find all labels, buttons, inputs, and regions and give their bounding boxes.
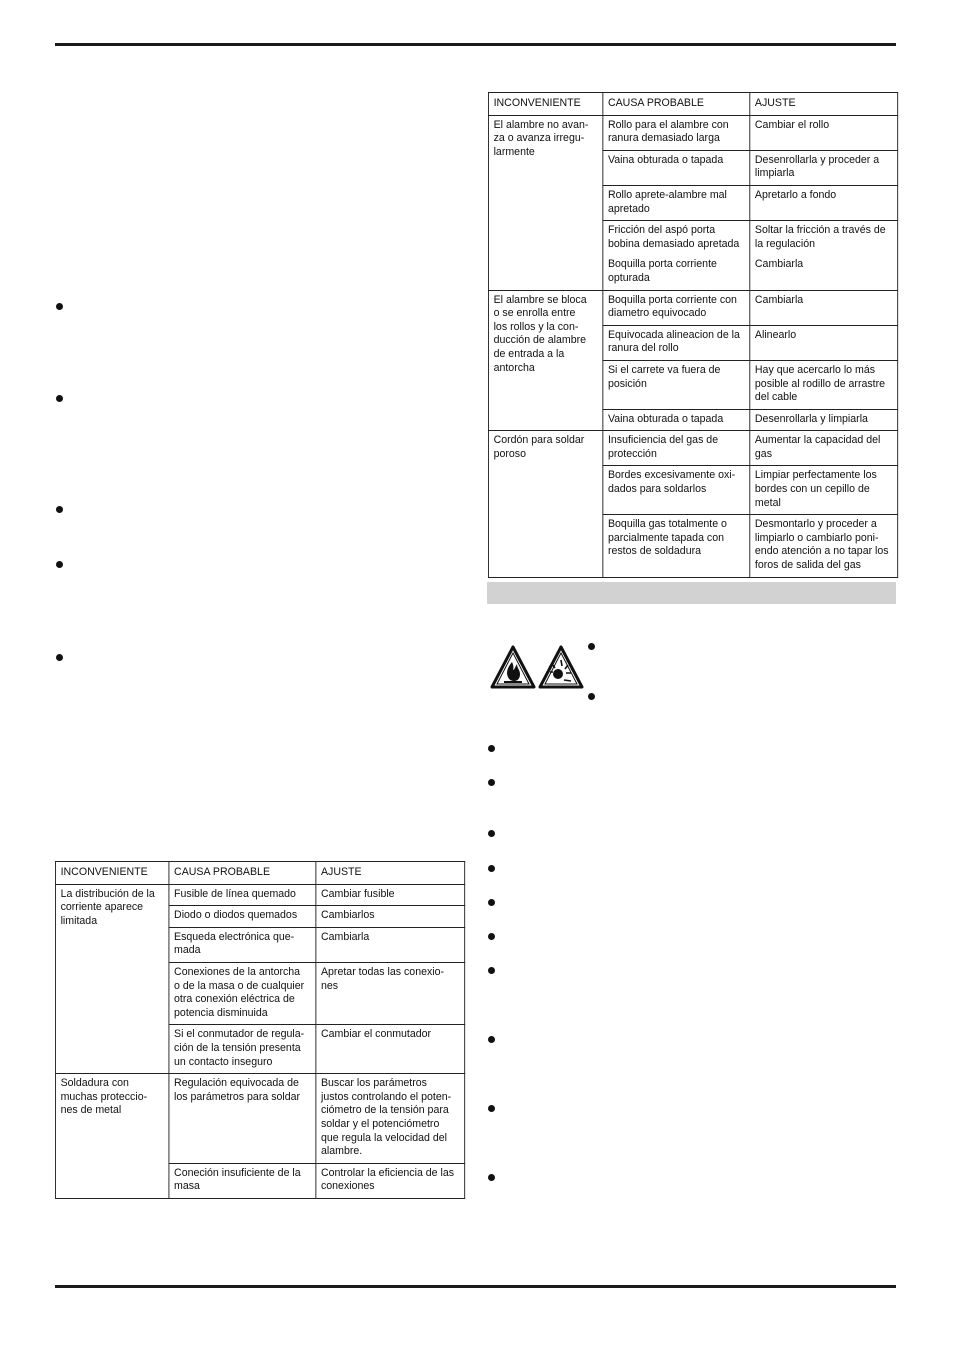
bullet: [488, 1036, 495, 1043]
cause-cell: Insuficiencia del gas de protección: [603, 431, 750, 466]
cause-cell: Si el carrete va fuera de posición: [603, 360, 750, 409]
cause-cell: Rollo aprete-alambre mal apretado: [603, 185, 750, 220]
fix-cell: Aumentar la capacidad del gas: [750, 431, 898, 466]
table-row: [488, 115, 897, 150]
table-header-row: [55, 862, 464, 885]
cause-cell: Bordes excesivamente oxi- dados para soldarlos: [603, 466, 750, 515]
table-row: [488, 290, 897, 325]
column-header-fix: AJUSTE: [316, 862, 465, 885]
column-header-problem: INCONVENIENTE: [55, 862, 168, 885]
table-header-row: [488, 93, 897, 116]
table-row: [55, 884, 464, 906]
cause-cell: Rollo para el alambre con ranura demasiado larga: [603, 115, 750, 150]
column-header-cause: CAUSA PROBABLE: [169, 862, 316, 885]
bullet: [488, 933, 495, 940]
fix-cell: Cambiarla: [316, 927, 465, 962]
bullet: [488, 779, 495, 786]
bullet: [488, 899, 495, 906]
fix-cell: Alinearlo: [750, 325, 898, 360]
troubleshooting-table-wire: [488, 92, 898, 578]
bullet: [56, 303, 63, 310]
fix-cell: Controlar la eficiencia de las conexiones: [316, 1163, 465, 1198]
problem-cell: Cordón para soldar poroso: [488, 431, 602, 577]
cause-cell: Fricción del aspó porta bobina demasiado apretada Boquilla porta corriente opturada: [603, 221, 750, 290]
fix-cell: Buscar los parámetros justos controlando el poten- ciómetro de la tensión para soldar y el potenciómetro que regula la velocidad del alambre.: [316, 1074, 465, 1164]
explosion-warning-icon: [540, 647, 582, 687]
bullet: [488, 1174, 495, 1181]
bullet: [588, 643, 595, 650]
fix-cell: Hay que acercarlo lo más posible al rodillo de arrastre del cable: [750, 360, 898, 409]
bullet: [488, 1105, 495, 1112]
cause-cell: Vaina obturada o tapada: [603, 150, 750, 185]
cause-cell: Fusible de línea quemado: [169, 884, 316, 906]
fix-cell: Desmontarlo y proceder a limpiarlo o cambiarlo poni- endo atención a no tapar los foros de salida del gas: [750, 515, 898, 577]
troubleshooting-table-current: [55, 861, 465, 1199]
fix-cell: Cambiarlos: [316, 906, 465, 928]
cause-cell: Vaina obturada o tapada: [603, 409, 750, 431]
column-header-fix: AJUSTE: [750, 93, 898, 116]
bullet: [588, 693, 595, 700]
top-rule: [55, 43, 896, 46]
cause-cell: Boquilla gas totalmente o parcialmente tapada con restos de soldadura: [603, 515, 750, 577]
fix-cell: Apretar todas las conexio- nes: [316, 962, 465, 1024]
fix-cell: Desenrollarla y limpiarla: [750, 409, 898, 431]
cause-cell: Regulación equivocada de los parámetros para soldar: [169, 1074, 316, 1164]
column-header-cause: CAUSA PROBABLE: [603, 93, 750, 116]
section-heading-band: [487, 582, 896, 604]
bullet: [488, 745, 495, 752]
fire-warning-icon: [492, 647, 534, 687]
fix-cell: Soltar la fricción a través de la regulación Cambiarla: [750, 221, 898, 290]
fix-cell: Apretarlo a fondo: [750, 185, 898, 220]
column-header-problem: INCONVENIENTE: [488, 93, 602, 116]
bullet: [488, 865, 495, 872]
bullet: [488, 830, 495, 837]
fix-cell: Desenrollarla y proceder a limpiarla: [750, 150, 898, 185]
cause-cell: Equivocada alineacion de la ranura del rollo: [603, 325, 750, 360]
problem-cell: Soldadura con muchas proteccio- nes de metal: [55, 1074, 168, 1199]
cause-cell: Coneción insuficiente de la masa: [169, 1163, 316, 1198]
bullet: [56, 561, 63, 568]
cause-cell: Si el conmutador de regula- ción de la tensión presenta un contacto inseguro: [169, 1025, 316, 1074]
cause-cell: Diodo o diodos quemados: [169, 906, 316, 928]
cause-cell: Conexiones de la antorcha o de la masa o de cualquier otra conexión eléctrica de potencia disminuida: [169, 962, 316, 1024]
table-row: [488, 431, 897, 466]
bullet: [488, 967, 495, 974]
warning-icons: [490, 645, 586, 691]
fix-cell: Cambiar el rollo: [750, 115, 898, 150]
fix-cell: Limpiar perfectamente los bordes con un cepillo de metal: [750, 466, 898, 515]
cause-cell: Esqueda electrónica que- mada: [169, 927, 316, 962]
fix-cell: Cambiar fusible: [316, 884, 465, 906]
problem-cell: El alambre no avan- za o avanza irregu- larmente: [488, 115, 602, 290]
fix-cell: Cambiar el conmutador: [316, 1025, 465, 1074]
bullet: [56, 395, 63, 402]
cause-cell: Boquilla porta corriente con diametro equivocado: [603, 290, 750, 325]
bullet: [56, 654, 63, 661]
problem-cell: La distribución de la corriente aparece limitada: [55, 884, 168, 1074]
problem-cell: El alambre se bloca o se enrolla entre los rollos y la con- ducción de alambre de entrada a la antorcha: [488, 290, 602, 431]
table-row: [55, 1074, 464, 1164]
fix-cell: Cambiarla: [750, 290, 898, 325]
bullet: [56, 506, 63, 513]
bottom-rule: [55, 1285, 896, 1288]
